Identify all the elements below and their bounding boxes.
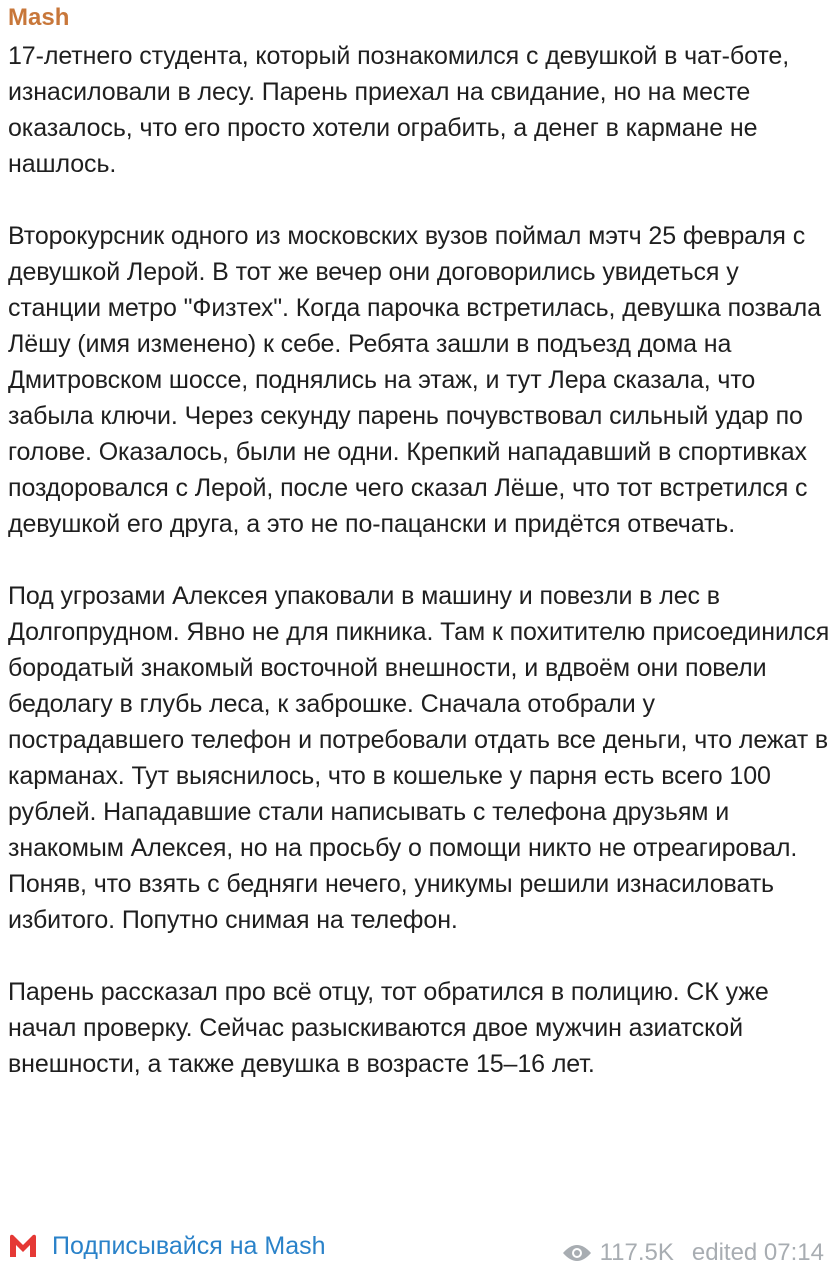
- subscribe-link[interactable]: [8, 1230, 326, 1262]
- post-paragraph-1: 17-летнего студента, который познакомился с девушкой в чат-боте, изнасиловали в лесу. Парень приехал на свидание, но на месте оказалось, что его просто хотели ограбить, а денег в кармане не нашлось.: [8, 42, 790, 178]
- channel-name[interactable]: Mash: [8, 4, 70, 31]
- mash-m-icon: [8, 1233, 38, 1259]
- post-footer: [8, 1228, 828, 1272]
- view-count: 117.5K: [599, 1239, 674, 1266]
- eye-icon: [562, 1243, 592, 1263]
- post-paragraph-2: Второкурсник одного из московских вузов поймал мэтч 25 февраля с девушкой Лерой. В тот же вечер они договорились увидеться у станции метро "Физтех". Когда парочка встретилась, девушка позвала Лёшу (имя изменено) к себе. Ребята зашли в подъезд дома на Дмитровском шоссе, поднялись на этаж, и тут Лера сказала, что забыла ключи. Через секунду парень почувствовал сильный удар по голове. Оказалось, были не одни. Крепкий нападавший в спортивках поздоровался с Лерой, после чего сказал Лёше, что тот встретился с девушкой его друга, а это не по-пацански и придётся отвечать.: [8, 222, 821, 538]
- post-meta: [562, 1238, 824, 1268]
- edited-timestamp: edited 07:14: [691, 1239, 824, 1266]
- channel-post: [8, 0, 830, 1118]
- subscribe-link-label[interactable]: Подписывайся на Mash: [52, 1232, 326, 1260]
- post-paragraph-3: Под угрозами Алексея упаковали в машину и повезли в лес в Долгопрудном. Явно не для пикника. Там к похитителю присоединился бородатый знакомый восточной внешности, и вдвоём они повели бедолагу в глубь леса, к заброшке. Сначала отобрали у пострадавшего телефон и потребовали отдать все деньги, что лежат в карманах. Тут выяснилось, что в кошельке у парня есть всего 100 рублей. Нападавшие стали написывать с телефона друзьям и знакомым Алексея, но на просьбу о помощи никто не отреагировал. Поняв, что взять с бедняги нечего, уникумы решили изнасиловать избитого. Попутно снимая на телефон.: [8, 582, 830, 934]
- post-paragraph-4: Парень рассказал про всё отцу, тот обратился в полицию. СК уже начал проверку. Сейчас разыскиваются двое мужчин азиатской внешности, а также девушка в возрасте 15–16 лет.: [8, 978, 769, 1078]
